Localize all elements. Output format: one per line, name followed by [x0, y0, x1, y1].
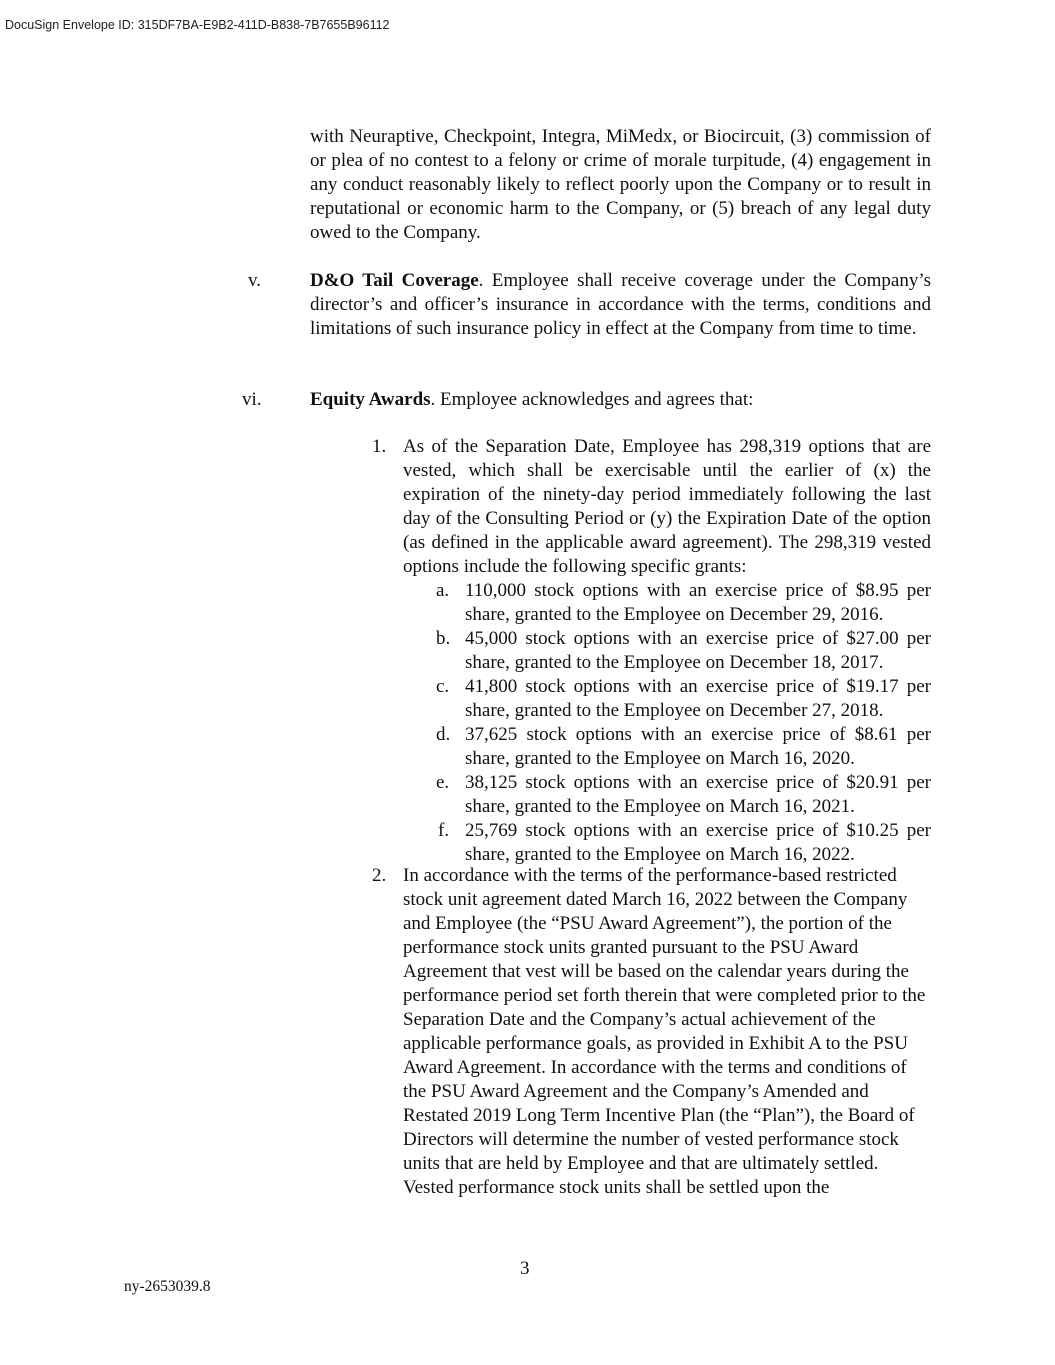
item-2-paragraph: In accordance with the terms of the performance-based restricted stock unit agreement dated March 16, 2022 between the Company and Employee (the “PSU Award Agreement”), the portion of the performance stock units granted pursuant to the PSU Award Agreement that vest will be based on the calendar years during the performance period set forth therein that were completed prior to the Separation Date and the Company’s actual achievement of the applicable performance goals, as provided in Exhibit A to the PSU Award Agreement. In accordance with the terms and conditions of the PSU Award Agreement and the Company’s Amended and Restated 2019 Long Term Incentive Plan (the “Plan”), the Board of Directors will determine the number of vested performance stock units that are held by Employee and that are ultimately settled. Vested performance stock units shall be settled upon the [403, 865, 926, 1198]
grant-b-text: 45,000 stock options with an exercise price of $27.00 per share, granted to the Employee on December 18, 2017. [465, 628, 931, 673]
item-1-paragraph: As of the Separation Date, Employee has 298,319 options that are vested, which shall be exercisable until the earlier of (x) the expiration of the ninety-day period immediately following the last day of the Consulting Period or (y) the Expiration Date of the option (as defined in the applicable award agreement). The 298,319 vested options include the following specific grants: [403, 436, 931, 577]
grant-c-text: 41,800 stock options with an exercise price of $19.17 per share, granted to the Employee on December 27, 2018. [465, 676, 931, 721]
section-vi-heading: Equity Awards [310, 389, 431, 410]
grant-c-letter: c. [436, 676, 450, 697]
section-vi-text: . Employee acknowledges and agrees that: [430, 389, 754, 410]
grant-f-text: 25,769 stock options with an exercise price of $10.25 per share, granted to the Employee on March 16, 2022. [465, 820, 931, 865]
grant-e-text: 38,125 stock options with an exercise price of $20.91 per share, granted to the Employee on March 16, 2021. [465, 772, 931, 817]
continuation-paragraph: with Neuraptive, Checkpoint, Integra, MiMedx, or Biocircuit, (3) commission of or plea of no contest to a felony or crime of morale turpitude, (4) engagement in any conduct reasonably likely to reflect poorly upon the Company or to result in reputational or economic harm to the Company, or (5) breach of any legal duty owed to the Company. [310, 126, 931, 243]
grant-a-letter: a. [436, 580, 450, 601]
section-v-text: . Employee shall receive coverage under the Company’s director’s and officer’s insurance in accordance with the terms, conditions and limitations of such insurance policy in effect at the Company from time to time. [310, 270, 931, 339]
page-number: 3 [520, 1258, 530, 1279]
grant-b-letter: b. [436, 628, 451, 649]
document-id: ny-2653039.8 [124, 1278, 211, 1295]
section-vi-number: vi. [242, 389, 262, 410]
item-1-number: 1. [372, 436, 387, 457]
section-vi-paragraph [310, 388, 931, 412]
item-2-number: 2. [372, 865, 387, 886]
section-v-paragraph [310, 269, 931, 341]
grant-d-letter: d. [436, 724, 451, 745]
grant-d-text: 37,625 stock options with an exercise price of $8.61 per share, granted to the Employee on March 16, 2020. [465, 724, 931, 769]
grant-a-text: 110,000 stock options with an exercise price of $8.95 per share, granted to the Employee on December 29, 2016. [465, 580, 931, 625]
grant-f-letter: f. [438, 820, 450, 841]
grant-e-letter: e. [436, 772, 450, 793]
docusign-envelope-id: DocuSign Envelope ID: 315DF7BA-E9B2-411D-B838-7B7655B96112 [5, 18, 390, 32]
section-v-heading: D&O Tail Coverage [310, 270, 479, 291]
section-v-number: v. [248, 270, 262, 291]
